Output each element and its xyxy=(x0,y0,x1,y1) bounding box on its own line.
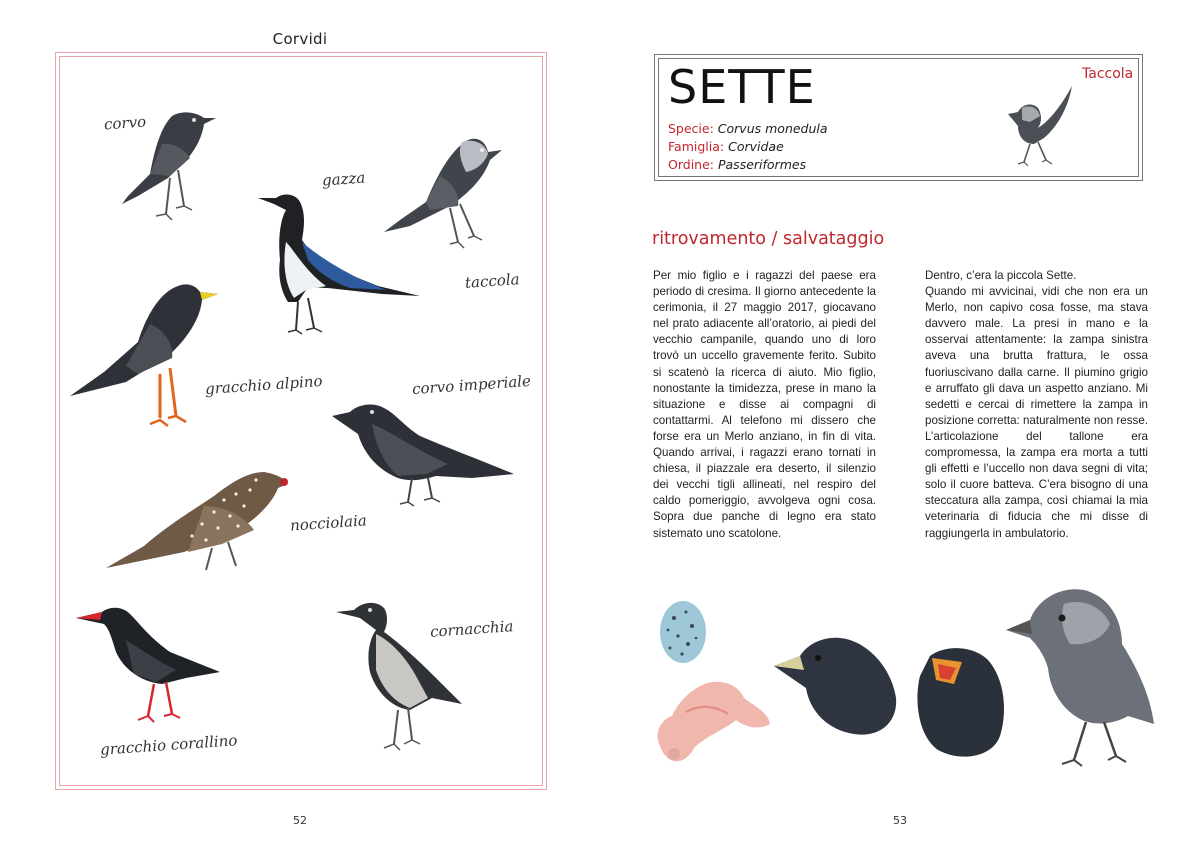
species-value: Corvus monedula xyxy=(717,121,828,136)
chick-right-illustration xyxy=(912,640,1010,762)
young-taccola-illustration xyxy=(1004,584,1156,768)
taxonomy-order xyxy=(668,157,806,172)
gracchio-corallino-illustration xyxy=(76,604,222,724)
bird-label-taccola: taccola xyxy=(464,270,521,292)
family-key: Famiglia: xyxy=(668,139,725,154)
corvo-illustration xyxy=(110,104,222,228)
taxonomy-species xyxy=(668,121,828,136)
chick-left-illustration xyxy=(770,626,916,738)
bird-label-nocciolaia: nocciolaia xyxy=(289,511,368,535)
species-common-name: Taccola xyxy=(1082,66,1134,82)
page-number-left: 52 xyxy=(293,814,307,827)
page-number-right: 53 xyxy=(893,814,907,827)
order-key: Ordine: xyxy=(668,157,714,172)
order-value: Passeriformes xyxy=(717,157,807,172)
bird-label-cornacchia: cornacchia xyxy=(429,617,514,641)
chapter-number-title: SETTE xyxy=(668,60,816,114)
taccola-illustration xyxy=(384,124,504,256)
species-key: Specie: xyxy=(668,121,714,136)
bird-label-corvo-imperiale: corvo imperiale xyxy=(411,371,532,399)
hatchling-illustration xyxy=(650,668,774,772)
text-column-left xyxy=(653,268,876,542)
family-value: Corvidae xyxy=(728,139,784,154)
bird-label-gracchio-corallino: gracchio corallino xyxy=(99,731,238,759)
paragraph: Per mio figlio e i ragazzi del paese era periodo di cresima. Il giorno antecedente la cerimonia, il 27 maggio 2017, giocavano nel prato adiacente all’oratorio, ai piedi del vecchio campanile, quando uno di loro trovò un uccello gravemente ferito. Subito si scatenò la ricerca di aiuto. Mio figlio, nonostante la timidezza, prese in mano la situazione e disse ai compagni di contattarmi. Al telefono mi dissero che forse era un Merlo anziano, in fin di vita. Quando arrivai, i ragazzi erano tornati in chiesa, il piazzale era deserto, il silenzio dei vecchi tigli allineati, nel respiro del caldo pomeriggio, avvolgeva ogni cosa. Sopra due panche di legno era stato sistemato uno scatolone. xyxy=(653,269,876,540)
cornacchia-illustration xyxy=(336,598,468,758)
taxonomy-family xyxy=(668,139,784,154)
page-title: Corvidi xyxy=(272,30,328,48)
paragraph: Quando mi avvicinai, vidi che non era un Merlo, non capivo cosa fosse, ma stava davvero male. La presi in mano e la osservai attentamente: la zampa sinistra aveva una brutta frattura, le ossa fuoriuscivano dalla carne. Il piumino grigio e arruffato gli dava un aspetto anziano. Mi sedetti e cercai di rimettere la zampa in posizione corretta: naturalmente non resse. L’articolazione del tallone era compromessa, la zampa era morta a tutti gli effetti e l’uccello non dava segni di vita; solo il cuore batteva. C’era bisogno di una steccatura alla zampa, così chiamai la mia veterinaria di fiducia che mi disse di raggiungerla in ambulatorio. xyxy=(925,285,1148,540)
text-column-right xyxy=(925,268,1148,542)
nocciolaia-illustration xyxy=(104,466,294,576)
bird-label-corvo: corvo xyxy=(103,112,147,134)
corvo-imperiale-illustration xyxy=(332,398,516,510)
bird-label-gazza: gazza xyxy=(321,168,366,190)
paragraph: Dentro, c’era la piccola Sette. xyxy=(925,269,1077,282)
egg-illustration xyxy=(656,596,710,666)
gracchio-alpino-illustration xyxy=(64,278,222,434)
section-heading: ritrovamento / salvataggio xyxy=(652,229,885,249)
bird-label-gracchio-alpino: gracchio alpino xyxy=(204,371,324,399)
taccola-thumbnail-illustration xyxy=(1004,78,1076,170)
